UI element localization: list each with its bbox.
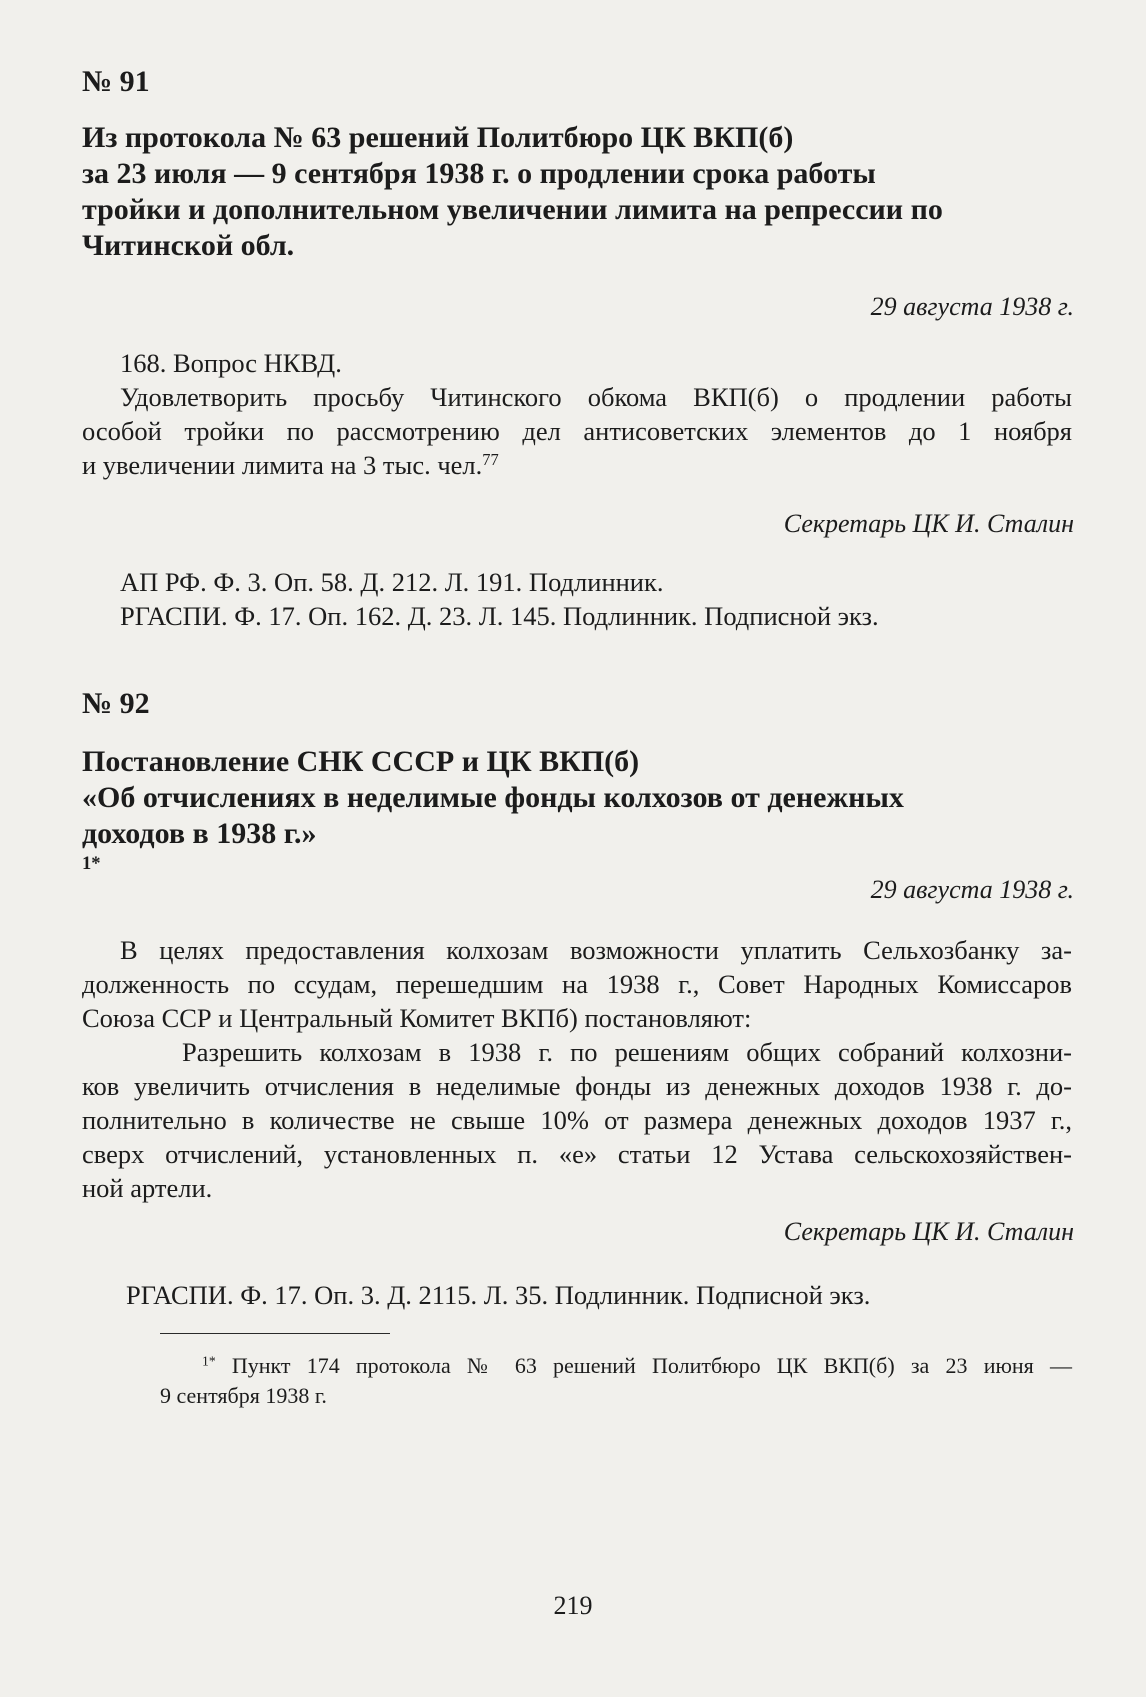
doc92-title-line: «Об отчислениях в неделимые фонды колхозов от денежных (82, 781, 904, 814)
doc91-body-line: особой тройки по рассмотрению дел антисоветских элементов до 1 ноября (82, 416, 1072, 446)
doc92-para2-line: сверх отчислений, установленных п. «е» статьи 12 Устава сельскохозяйствен- (82, 1139, 1072, 1169)
doc92-signature: Секретарь ЦК И. Сталин (783, 1217, 1074, 1246)
footnote-line (202, 1352, 1072, 1380)
doc91-source: РГАСПИ. Ф. 17. Оп. 162. Д. 23. Л. 145. Подлинник. Подписной экз. (120, 601, 879, 631)
doc92-para2-line: полнительно в количестве не свыше 10% от размера денежных доходов 1937 г., (82, 1105, 1072, 1135)
doc91-item: 168. Вопрос НКВД. (120, 348, 342, 378)
doc91-title-line: тройки и дополнительном увеличении лимита на репрессии по (82, 193, 943, 226)
doc92-para1-line: В целях предоставления колхозам возможности уплатить Сельхозбанку за- (120, 935, 1072, 965)
doc92-number: № 92 (82, 687, 150, 720)
doc91-title (82, 120, 1072, 264)
footnote-line: 9 сентября 1938 г. (160, 1383, 327, 1408)
doc92-title (82, 744, 1072, 888)
footnote-text: Пункт 174 протокола № 63 решений Политбюро ЦК ВКП(б) за 23 июня — (231, 1353, 1073, 1378)
doc91-date: 29 августа 1938 г. (870, 292, 1074, 321)
doc91-body-line: и увеличении лимита на 3 тыс. чел. (82, 450, 483, 480)
doc91-source: АП РФ. Ф. 3. Оп. 58. Д. 212. Л. 191. Подлинник. (120, 567, 664, 597)
doc92-title-line: доходов в 1938 г.» (82, 817, 317, 850)
doc91-number: № 91 (82, 65, 150, 98)
footnote-ref: 1* (82, 852, 101, 874)
doc91-title-line: Читинской обл. (82, 229, 295, 262)
doc92-para1-line: Союза ССР и Центральный Комитет ВКПб) постановляют: (82, 1003, 752, 1033)
endnote-ref: 77 (482, 449, 499, 469)
doc91-title-line: Из протокола № 63 решений Политбюро ЦК ВКП(б) (82, 121, 794, 154)
doc92-para2-line: Разрешить колхозам в 1938 г. по решениям общих собраний колхозни- (182, 1037, 1072, 1067)
footnote-rule (160, 1333, 390, 1334)
doc92-title-line: Постановление СНК СССР и ЦК ВКП(б) (82, 745, 640, 778)
doc92-source: РГАСПИ. Ф. 17. Оп. 3. Д. 2115. Л. 35. Подлинник. Подписной экз. (126, 1280, 871, 1310)
doc91-title-line: за 23 июля — 9 сентября 1938 г. о продлении срока работы (82, 157, 876, 190)
footnote-marker: 1* (202, 1353, 216, 1369)
doc91-body-line: Удовлетворить просьбу Читинского обкома ВКП(б) о продлении работы (120, 382, 1072, 412)
doc91-signature: Секретарь ЦК И. Сталин (783, 509, 1074, 538)
doc91-body-last (82, 449, 499, 481)
doc92-para1-line: долженность по ссудам, перешедшим на 1938 г., Совет Народных Комиссаров (82, 969, 1072, 999)
doc92-para2-line: ной артели. (82, 1173, 213, 1203)
doc92-date: 29 августа 1938 г. (870, 875, 1074, 904)
doc92-para2-line: ков увеличить отчисления в неделимые фонды из денежных доходов 1938 г. до- (82, 1071, 1072, 1101)
page-number: 219 (553, 1591, 593, 1620)
